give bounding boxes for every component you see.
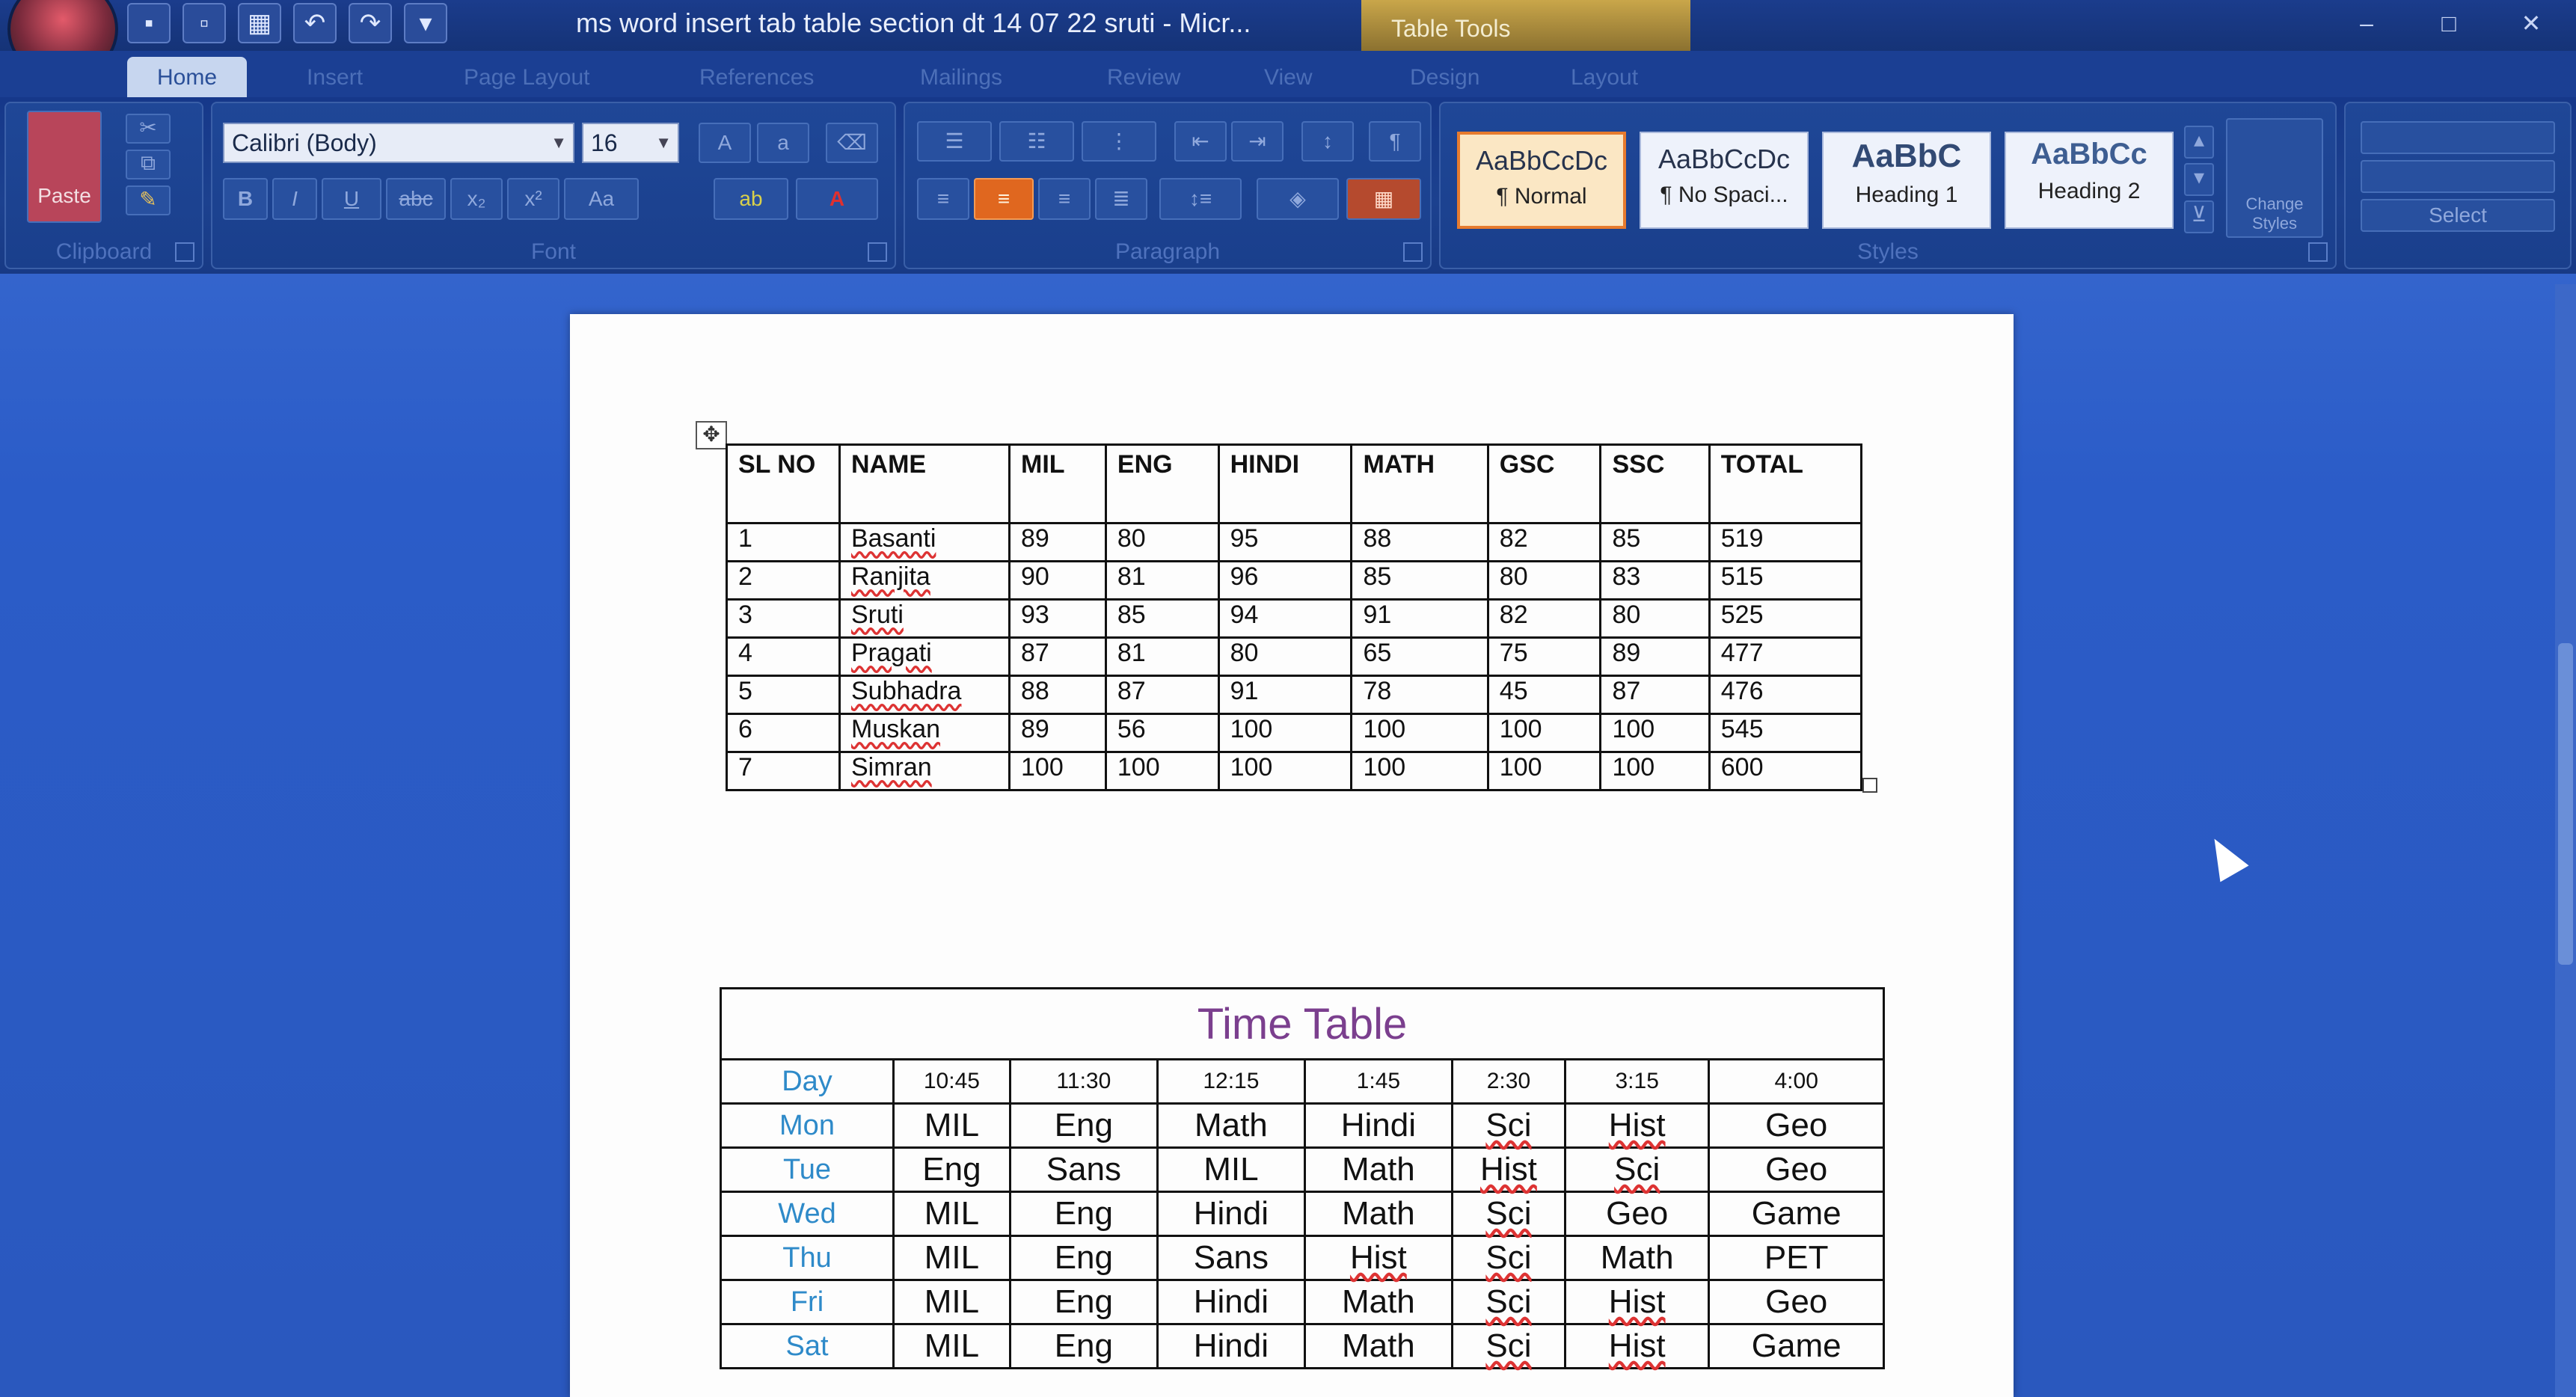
underline-icon[interactable]: U [322,178,381,220]
paragraph-launcher-icon[interactable] [1403,242,1423,262]
time-table-title-row [721,989,1884,1060]
font-launcher-icon[interactable] [868,242,887,262]
highlight-color-icon[interactable]: ab [714,178,788,220]
copy-icon[interactable]: ⧉ [126,150,171,179]
change-case-icon[interactable]: Aa [564,178,639,220]
font-group-label: Font [530,239,577,264]
subject-cell[interactable]: Sans [1010,1148,1157,1192]
table-cell[interactable]: 85 [1601,524,1709,562]
clear-formatting-icon[interactable]: ⌫ [826,123,878,163]
style-no-spacing[interactable] [1640,132,1809,229]
table-cell[interactable]: 545 [1709,714,1861,752]
table-cell[interactable]: 81 [1105,562,1218,600]
table-cell[interactable]: 100 [1218,714,1352,752]
subject-cell[interactable]: Math [1565,1236,1709,1280]
font-name-value: Calibri (Body) [232,129,377,156]
table-row [721,1104,1884,1148]
tab-mailings[interactable]: Mailings [920,65,1003,90]
table-cell[interactable]: Simran [840,752,1010,790]
subject-cell[interactable]: Hist [1565,1280,1709,1324]
select-button[interactable]: Select [2361,199,2555,232]
tab-layout[interactable]: Layout [1571,65,1639,90]
subject-cell[interactable]: Geo [1709,1104,1884,1148]
day-cell[interactable]: Fri [721,1280,894,1324]
subject-cell[interactable]: Sci [1452,1236,1565,1280]
align-right-icon[interactable]: ≡ [1038,178,1091,220]
subject-cell[interactable]: Eng [1010,1104,1157,1148]
clipboard-group [4,102,203,269]
undo-icon[interactable]: ↶ [293,3,337,43]
scrollbar-thumb[interactable] [2558,643,2573,965]
table-cell[interactable]: 85 [1352,562,1488,600]
table-cell[interactable]: 80 [1218,638,1352,676]
bold-icon[interactable]: B [223,178,268,220]
tab-view[interactable]: View [1264,65,1313,90]
tab-insert[interactable]: Insert [307,65,364,90]
time-table-title[interactable]: Time Table [721,989,1884,1060]
subject-cell[interactable]: MIL [894,1236,1011,1280]
time-table-header-row [721,1060,1884,1104]
table-tools-context: Table Tools [1361,0,1690,51]
table-cell[interactable]: 80 [1105,524,1218,562]
table-cell[interactable]: 90 [1010,562,1106,600]
table-cell[interactable]: 80 [1601,600,1709,638]
style-sample: AaBbC [1851,138,1962,174]
time-table [720,987,1885,1369]
header-cell[interactable]: SL NO [727,445,840,524]
subject-cell[interactable]: Game [1709,1192,1884,1236]
subject-cell[interactable]: Sans [1157,1236,1304,1280]
header-cell[interactable]: GSC [1488,445,1601,524]
clipboard-launcher-icon[interactable] [175,242,194,262]
table-cell[interactable]: 100 [1601,714,1709,752]
find-button[interactable] [2361,121,2555,154]
table-cell[interactable]: 7 [727,752,840,790]
change-styles-button[interactable]: Change Styles [2226,118,2323,238]
subject-cell[interactable]: Hist [1452,1148,1565,1192]
subject-cell[interactable]: MIL [894,1192,1011,1236]
subject-cell[interactable]: Eng [1010,1280,1157,1324]
strikethrough-icon[interactable]: abc [386,178,446,220]
chevron-down-icon: ▼ [551,133,567,152]
subject-cell[interactable]: Sci [1452,1324,1565,1369]
style-name: ¶ No Spaci... [1660,182,1788,207]
table-row [727,752,1862,790]
shading-icon[interactable]: ◈ [1257,178,1339,220]
font-size-value: 16 [591,129,618,156]
subject-cell[interactable]: Sci [1452,1104,1565,1148]
subject-cell[interactable]: Eng [1010,1324,1157,1369]
header-cell[interactable]: ENG [1105,445,1218,524]
day-cell[interactable]: Tue [721,1148,894,1192]
window-controls [2329,4,2569,42]
ribbon-tabs [0,51,2576,97]
subject-cell[interactable]: Eng [1010,1192,1157,1236]
vertical-scrollbar[interactable] [2555,284,2576,1397]
redo-icon[interactable]: ↷ [349,3,392,43]
subscript-icon[interactable]: x₂ [450,178,503,220]
subject-cell[interactable]: Geo [1565,1192,1709,1236]
close-icon[interactable]: ✕ [2521,10,2542,37]
table-cell[interactable]: Ranjita [840,562,1010,600]
tab-review[interactable]: Review [1107,65,1181,90]
ribbon [0,97,2576,274]
style-heading-1[interactable] [1822,132,1991,229]
align-center-icon[interactable]: ≡ [974,178,1034,220]
table-cell[interactable]: 75 [1488,638,1601,676]
subject-cell[interactable]: Hindi [1304,1104,1452,1148]
editing-group [2344,102,2572,269]
decrease-indent-icon[interactable]: ⇤ [1174,121,1227,162]
print-preview-icon[interactable]: ▫ [183,3,226,43]
table-cell[interactable]: 100 [1218,752,1352,790]
subject-cell[interactable]: Hindi [1157,1280,1304,1324]
subject-cell[interactable]: Sci [1452,1192,1565,1236]
header-cell[interactable]: NAME [840,445,1010,524]
table-cell[interactable]: 100 [1352,714,1488,752]
subject-cell[interactable]: PET [1709,1236,1884,1280]
table-cell[interactable]: 94 [1218,600,1352,638]
tab-page-layout[interactable]: Page Layout [464,65,590,90]
subject-cell[interactable]: Hist [1565,1104,1709,1148]
style-sample: AaBbCcDc [1657,144,1791,174]
table-cell[interactable]: 83 [1601,562,1709,600]
grow-font-icon[interactable]: A [699,123,751,163]
table-cell[interactable]: 87 [1010,638,1106,676]
maximize-icon[interactable]: □ [2441,10,2456,37]
table-cell[interactable]: 525 [1709,600,1861,638]
subject-cell[interactable]: Hist [1565,1324,1709,1369]
table-row [727,676,1862,714]
table-cell[interactable]: 100 [1488,714,1601,752]
style-normal[interactable] [1457,132,1626,229]
subject-cell[interactable]: Hindi [1157,1192,1304,1236]
subject-cell[interactable]: Eng [894,1148,1011,1192]
header-cell[interactable]: MATH [1352,445,1488,524]
table-row [721,1236,1884,1280]
subject-cell[interactable]: Math [1157,1104,1304,1148]
table-cell[interactable]: 1 [727,524,840,562]
header-cell[interactable]: SSC [1601,445,1709,524]
subject-cell[interactable]: Math [1304,1192,1452,1236]
table-row [721,1148,1884,1192]
table-icon[interactable]: ▦ [238,3,281,43]
font-group [211,102,896,269]
justify-icon[interactable]: ≣ [1095,178,1147,220]
table-cell[interactable]: 80 [1488,562,1601,600]
period-time-cell[interactable]: 11:30 [1010,1060,1157,1104]
subject-cell[interactable]: Sci [1565,1148,1709,1192]
subject-cell[interactable]: Hindi [1157,1324,1304,1369]
styles-group-label: Styles [1857,239,1919,264]
window-title: ms word insert tab table section dt 14 07 22 sruti - Micr... [576,7,1251,38]
subject-cell[interactable]: Hist [1304,1236,1452,1280]
style-name: ¶ Normal [1496,184,1587,209]
bullets-icon[interactable]: ☰ [917,121,992,162]
table-cell[interactable]: 100 [1601,752,1709,790]
font-color-icon[interactable]: A [796,178,878,220]
header-cell[interactable]: HINDI [1218,445,1352,524]
paragraph-group-label: Paragraph [1114,239,1221,264]
font-size-combo[interactable] [582,123,679,163]
chevron-down-icon: ▼ [655,133,672,152]
period-time-cell[interactable]: 1:45 [1304,1060,1452,1104]
style-name: Heading 2 [2037,179,2141,203]
day-cell[interactable]: Thu [721,1236,894,1280]
table-cell[interactable]: 96 [1218,562,1352,600]
table-cell[interactable]: 100 [1488,752,1601,790]
day-cell[interactable]: Wed [721,1192,894,1236]
paragraph-group [904,102,1432,269]
subject-cell[interactable]: MIL [894,1280,1011,1324]
table-cell[interactable]: 89 [1010,714,1106,752]
subject-cell[interactable]: Eng [1010,1236,1157,1280]
table-cell[interactable]: 100 [1010,752,1106,790]
save-icon[interactable]: ▪ [127,3,171,43]
table-cell[interactable]: 56 [1105,714,1218,752]
shrink-font-icon[interactable]: a [757,123,809,163]
subject-cell[interactable]: Geo [1709,1280,1884,1324]
table-cell[interactable]: 81 [1105,638,1218,676]
mouse-pointer-icon [2200,831,2248,882]
header-cell[interactable]: MIL [1010,445,1106,524]
period-time-cell[interactable]: 4:00 [1709,1060,1884,1104]
increase-indent-icon[interactable]: ⇥ [1231,121,1284,162]
styles-scroll-up-icon[interactable]: ▴ [2184,126,2214,159]
period-time-cell[interactable]: 3:15 [1565,1060,1709,1104]
table-resize-handle[interactable] [1862,778,1877,793]
borders-icon[interactable]: ▦ [1346,178,1421,220]
styles-launcher-icon[interactable] [2308,242,2328,262]
table-cell[interactable]: 87 [1601,676,1709,714]
superscript-icon[interactable]: x² [507,178,559,220]
minimize-icon[interactable]: – [2360,10,2373,37]
table-cell[interactable]: Basanti [840,524,1010,562]
table-cell[interactable]: 88 [1352,524,1488,562]
table-cell[interactable]: 5 [727,676,840,714]
format-painter-icon[interactable]: ✎ [126,185,171,215]
period-time-cell[interactable]: 10:45 [894,1060,1011,1104]
subject-cell[interactable]: MIL [894,1104,1011,1148]
table-cell[interactable]: 88 [1010,676,1106,714]
clipboard-group-label: Clipboard [55,239,153,264]
quick-access-toolbar [127,3,447,43]
font-name-combo[interactable] [223,123,574,163]
title-bar [0,0,2576,51]
subject-cell[interactable]: Math [1304,1324,1452,1369]
table-header-row [727,445,1862,524]
table-row [727,562,1862,600]
styles-more-icon[interactable]: ⊻ [2184,200,2214,233]
table-cell[interactable]: Pragati [840,638,1010,676]
marks-table [726,443,1862,791]
customize-qat-icon[interactable]: ▾ [404,3,447,43]
subject-cell[interactable]: Geo [1709,1148,1884,1192]
tab-design[interactable]: Design [1410,65,1480,90]
table-row [727,600,1862,638]
table-cell[interactable]: Subhadra [840,676,1010,714]
tab-home[interactable]: Home [127,57,247,97]
italic-icon[interactable]: I [272,178,317,220]
align-left-icon[interactable]: ≡ [917,178,969,220]
numbering-icon[interactable]: ☷ [999,121,1074,162]
table-cell[interactable]: 93 [1010,600,1106,638]
table-cell[interactable]: 82 [1488,524,1601,562]
table-cell[interactable]: Muskan [840,714,1010,752]
period-time-cell[interactable]: 2:30 [1452,1060,1565,1104]
day-cell[interactable]: Mon [721,1104,894,1148]
subject-cell[interactable]: Math [1304,1148,1452,1192]
table-cell[interactable]: 4 [727,638,840,676]
subject-cell[interactable]: Math [1304,1280,1452,1324]
subject-cell[interactable]: Game [1709,1324,1884,1369]
subject-cell[interactable]: MIL [894,1324,1011,1369]
table-cell[interactable]: 87 [1105,676,1218,714]
table-row [721,1324,1884,1369]
table-row [721,1192,1884,1236]
day-header-cell[interactable]: Day [721,1060,894,1104]
line-spacing-icon[interactable]: ↕≡ [1159,178,1242,220]
table-cell[interactable]: 3 [727,600,840,638]
show-marks-icon[interactable]: ¶ [1369,121,1421,162]
subject-cell[interactable]: MIL [1157,1148,1304,1192]
sort-icon[interactable]: ↕ [1301,121,1354,162]
tab-references[interactable]: References [699,65,815,90]
table-row [727,524,1862,562]
table-cell[interactable]: 89 [1010,524,1106,562]
table-cell[interactable]: 2 [727,562,840,600]
table-cell[interactable]: 89 [1601,638,1709,676]
style-heading-2[interactable] [2005,132,2174,229]
table-cell[interactable]: 100 [1352,752,1488,790]
table-cell[interactable]: 91 [1218,676,1352,714]
table-cell[interactable]: 85 [1105,600,1218,638]
table-cell[interactable]: 45 [1488,676,1601,714]
table-cell[interactable]: 515 [1709,562,1861,600]
style-sample: AaBbCcDc [1475,145,1608,176]
table-row [727,638,1862,676]
table-cell[interactable]: 476 [1709,676,1861,714]
period-time-cell[interactable]: 12:15 [1157,1060,1304,1104]
table-cell[interactable]: 600 [1709,752,1861,790]
paste-button[interactable]: Paste [27,111,102,223]
replace-button[interactable] [2361,160,2555,193]
header-cell[interactable]: TOTAL [1709,445,1861,524]
table-cell[interactable]: 519 [1709,524,1861,562]
subject-cell[interactable]: Sci [1452,1280,1565,1324]
day-cell[interactable]: Sat [721,1324,894,1369]
table-cell[interactable]: 91 [1352,600,1488,638]
style-sample: AaBbCc [2031,138,2147,171]
styles-scroll-down-icon[interactable]: ▾ [2184,163,2214,196]
table-cell[interactable]: 78 [1352,676,1488,714]
table-cell[interactable]: Sruti [840,600,1010,638]
table-cell[interactable]: 6 [727,714,840,752]
table-row [727,714,1862,752]
multilevel-list-icon[interactable]: ⋮ [1082,121,1156,162]
table-cell[interactable]: 477 [1709,638,1861,676]
table-cell[interactable]: 100 [1105,752,1218,790]
table-cell[interactable]: 82 [1488,600,1601,638]
table-cell[interactable]: 95 [1218,524,1352,562]
styles-group [1439,102,2337,269]
cut-icon[interactable]: ✂ [126,114,171,144]
table-row [721,1280,1884,1324]
table-cell[interactable]: 65 [1352,638,1488,676]
table-move-handle-icon[interactable]: ✥ [696,421,727,449]
style-name: Heading 1 [1855,182,1958,207]
